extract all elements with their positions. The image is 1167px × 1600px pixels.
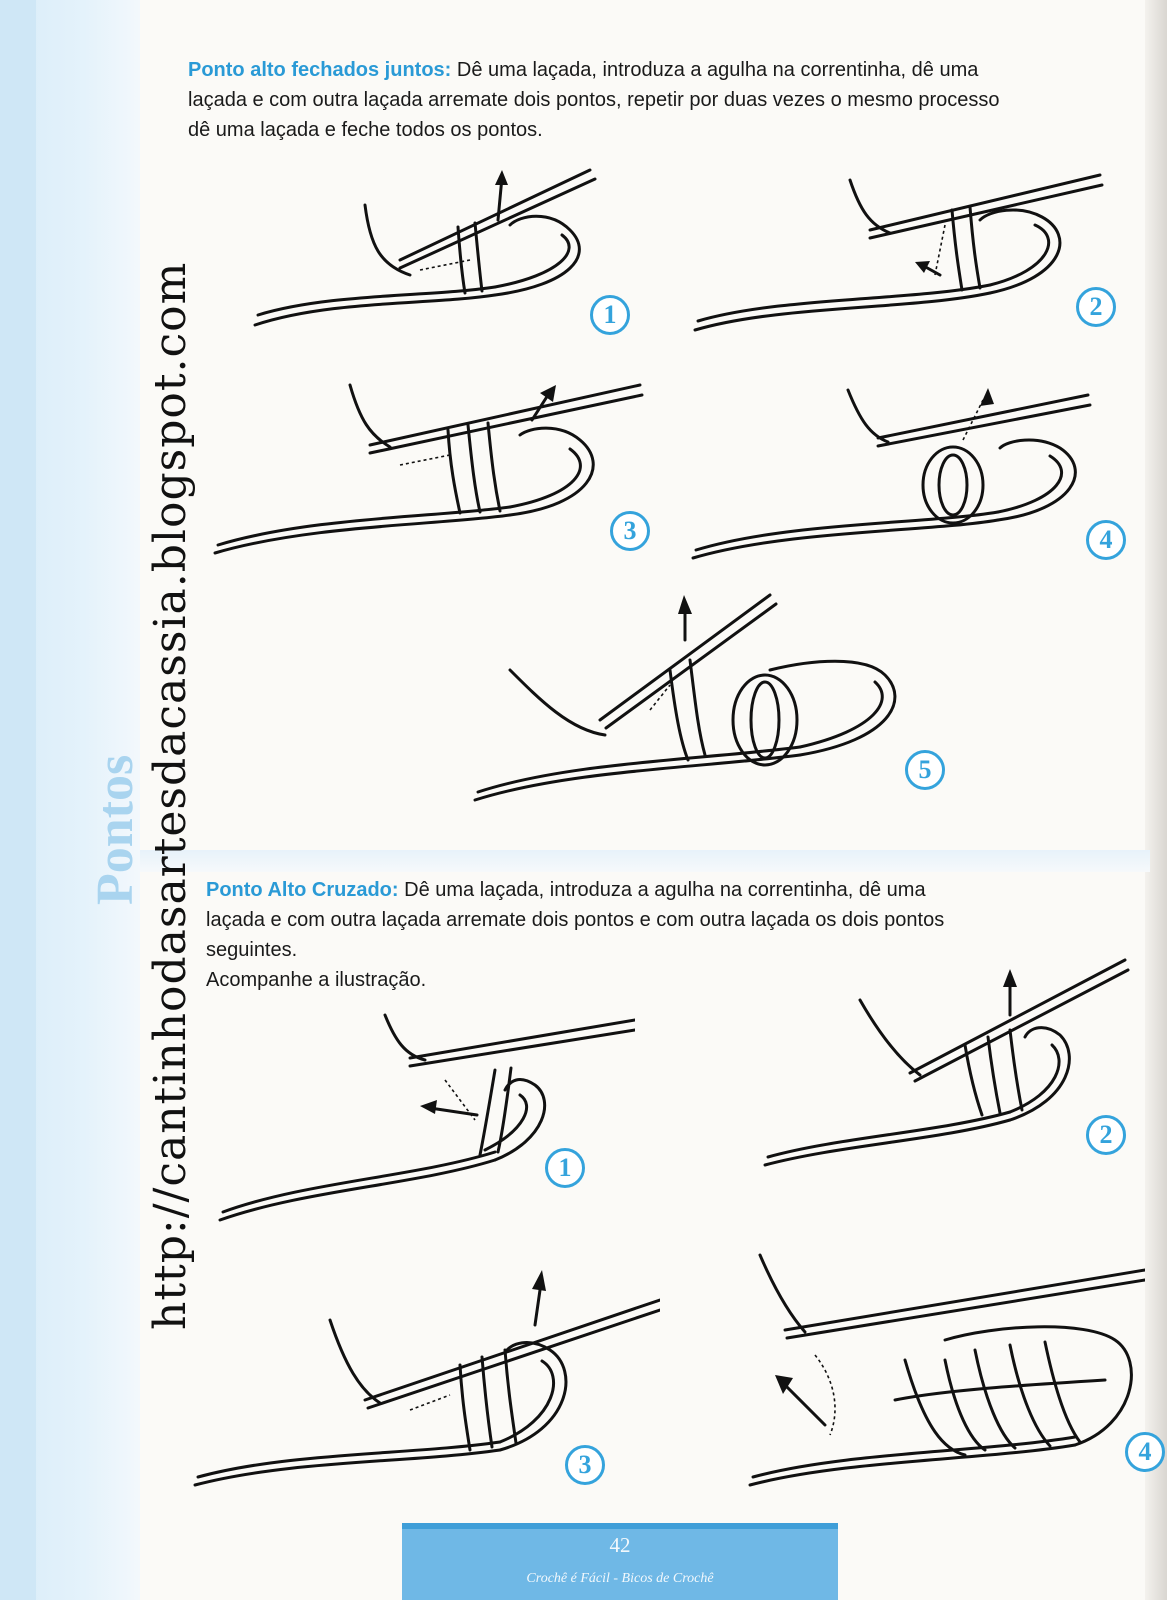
- section-divider: [140, 850, 1150, 872]
- illustration-step-5: [470, 590, 950, 810]
- footer-stripe: [402, 1523, 838, 1529]
- illustration-step-1: [250, 165, 617, 340]
- book-title: Crochê é Fácil - Bicos de Crochê: [526, 1571, 714, 1586]
- section-text-line: Dê uma laçada, introduza a agulha na correntinha, dê uma: [404, 879, 926, 901]
- step-number-badge: 4: [1125, 1432, 1165, 1472]
- illustration-step-3: [210, 375, 650, 565]
- page-number: 42: [609, 1533, 631, 1557]
- illustration-cruzado-step-2: [760, 955, 1130, 1175]
- step-number-badge: 3: [610, 511, 650, 551]
- step-number-badge: 1: [590, 295, 630, 335]
- illustration-cruzado-step-1: [215, 1010, 635, 1230]
- step-number-badge: 4: [1086, 520, 1126, 560]
- step-number-badge: 2: [1086, 1115, 1126, 1155]
- side-label: Pontos: [87, 754, 144, 905]
- section-text-line: seguintes.: [206, 939, 298, 961]
- illustration-step-4: [688, 380, 1128, 570]
- step-number-badge: 2: [1076, 287, 1116, 327]
- section-text-line: Acompanhe a ilustração.: [206, 969, 427, 991]
- section-text-line: dê uma laçada e feche todos os pontos.: [188, 119, 543, 141]
- watermark-url: http://cantinhodasartesdacassia.blogspot.com: [145, 261, 196, 1330]
- illustration-cruzado-step-3: [190, 1265, 660, 1505]
- section-text-line: laçada e com outra laçada arremate dois pontos e com outra laçada os dois pontos: [206, 909, 945, 931]
- step-number-badge: 1: [545, 1148, 585, 1188]
- illustration-step-2: [690, 165, 1110, 345]
- page-fold-shadow: [1145, 0, 1167, 1600]
- side-band-edge: [0, 0, 36, 1600]
- step-number-badge: 3: [565, 1445, 605, 1485]
- illustration-cruzado-step-4: [745, 1250, 1145, 1495]
- page-footer: [402, 1523, 838, 1600]
- section-text-line: Dê uma laçada, introduza a agulha na correntinha, dê uma: [456, 59, 979, 81]
- step-number-badge: 5: [905, 750, 945, 790]
- section-ponto-alto-fechados: [188, 55, 1148, 145]
- section-title: Ponto alto fechados juntos:: [188, 59, 452, 81]
- section-text-line: laçada e com outra laçada arremate dois pontos, repetir por duas vezes o mesmo processo: [188, 89, 1000, 111]
- section-title: Ponto Alto Cruzado:: [206, 879, 399, 901]
